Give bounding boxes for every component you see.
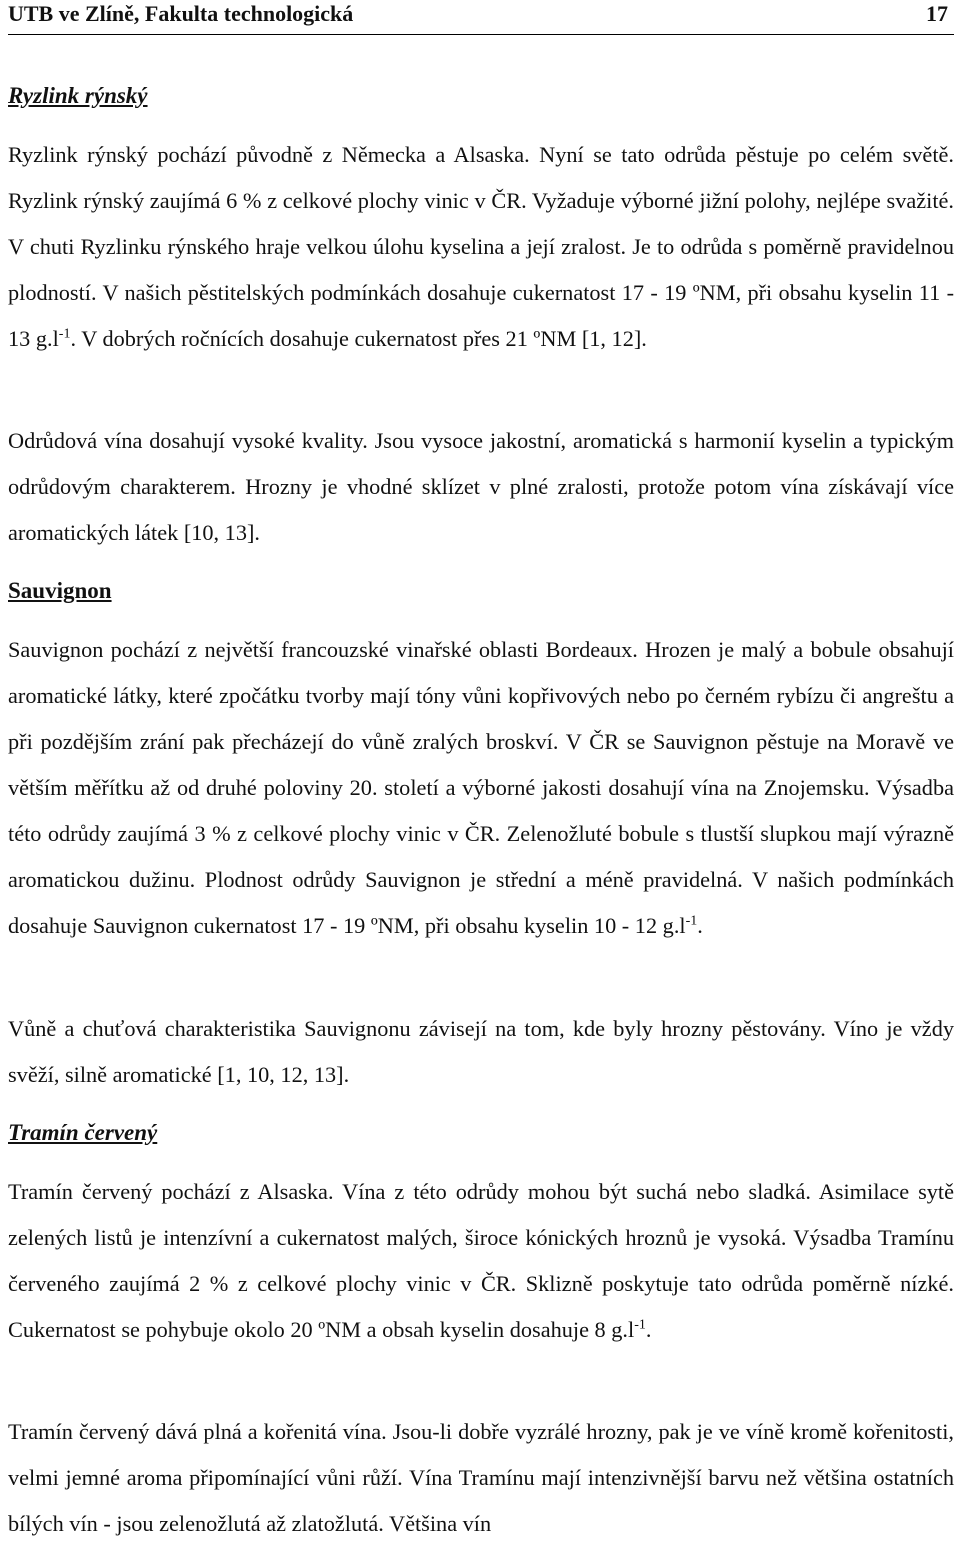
- section-heading-ryzlink: Ryzlink rýnský: [8, 83, 148, 108]
- paragraph-sauvignon-2: Vůně a chuťová charakteristika Sauvignonu závisejí na tom, kde byly hrozny pěstovány. Víno je vždy svěží, silně aromatické [1, 10, 12, 13].: [8, 1016, 954, 1087]
- header-title: UTB ve Zlíně, Fakulta technologická: [8, 1, 354, 26]
- section-heading-tramin: Tramín červený: [8, 1120, 158, 1145]
- section-heading-sauvignon: Sauvignon: [8, 578, 112, 603]
- paragraph-tramin-1: [8, 1169, 954, 1353]
- page-header: [8, 0, 954, 35]
- superscript: -1: [685, 913, 698, 929]
- paragraph-text: Tramín červený pochází z Alsaska. Vína z této odrůdy mohou být suchá nebo sladká. Asimilace sytě zelených listů je intenzívní a cukernatost malých, široce kónických hroznů je vysoká. Výsadba Tramínu červeného zaujímá 2 % z celkové plochy vinic v ČR. Sklizně poskytuje tato odrůda poměrně nízké. Cukernatost se pohybuje okolo 20 ºNM a obsah kyselin dosahuje 8 g.l: [8, 1179, 954, 1342]
- paragraph-ryzlink-1: [8, 132, 954, 362]
- superscript: -1: [634, 1317, 646, 1333]
- paragraph-tramin-2: Tramín červený dává plná a kořenitá vína. Jsou-li dobře vyzrálé hrozny, pak je ve víně kromě kořenitosti, velmi jemné aroma připomínající vůni růží. Vína Tramínu mají intenzivnější barvu než většina ostatních bílých vín - jsou zelenožlutá až zlatožlutá. Většina vín: [8, 1419, 954, 1536]
- page-number: 17: [926, 1, 948, 26]
- paragraph-ryzlink-2: Odrůdová vína dosahují vysoké kvality. Jsou vysoce jakostní, aromatická s harmonií kyselin a typickým odrůdovým charakterem. Hrozny je vhodné sklízet v plné zralosti, protože potom vína získávají více aromatických látek [10, 13].: [8, 428, 954, 545]
- paragraph-text: Sauvignon pochází z největší francouzské vinařské oblasti Bordeaux. Hrozen je malý a bobule obsahují aromatické látky, které zpočátku tvorby mají tóny vůni kopřivových nebo po černém rybízu či angreštu a při pozdějším zrání pak přecházejí do vůně zralých broskví. V ČR se Sauvignon pěstuje na Moravě ve větším měřítku až od druhé poloviny 20. století a výborné jakosti dosahují vína na Znojemsku. Výsadba této odrůdy zaujímá 3 % z celkové plochy vinic v ČR. Zelenožluté bobule s tlustší slupkou mají výrazně aromatickou dužinu. Plodnost odrůdy Sauvignon je střední a méně pravidelná. V našich podmínkách dosahuje Sauvignon cukernatost 17 - 19 ºNM, při obsahu kyselin 10 - 12 g.l: [8, 637, 954, 938]
- superscript: -1: [58, 326, 71, 342]
- paragraph-text: .: [697, 913, 703, 938]
- paragraph-text: . V dobrých ročnících dosahuje cukernatost přes 21 ºNM [1, 12].: [70, 326, 647, 351]
- paragraph-text: .: [645, 1317, 652, 1342]
- paragraph-text: Ryzlink rýnský pochází původně z Německa a Alsaska. Nyní se tato odrůda pěstuje po celém světě. Ryzlink rýnský zaujímá 6 % z celkové plochy vinic v ČR. Vyžaduje výborné jižní polohy, nejlépe svažité. V chuti Ryzlinku rýnského hraje velkou úlohu kyselina a její zralost. Je to odrůda s poměrně pravidelnou plodností. V našich pěstitelských podmínkách dosahuje cukernatost 17 - 19 ºNM, při obsahu kyselin 11 - 13 g.l: [8, 142, 954, 351]
- paragraph-sauvignon-1: [8, 627, 954, 949]
